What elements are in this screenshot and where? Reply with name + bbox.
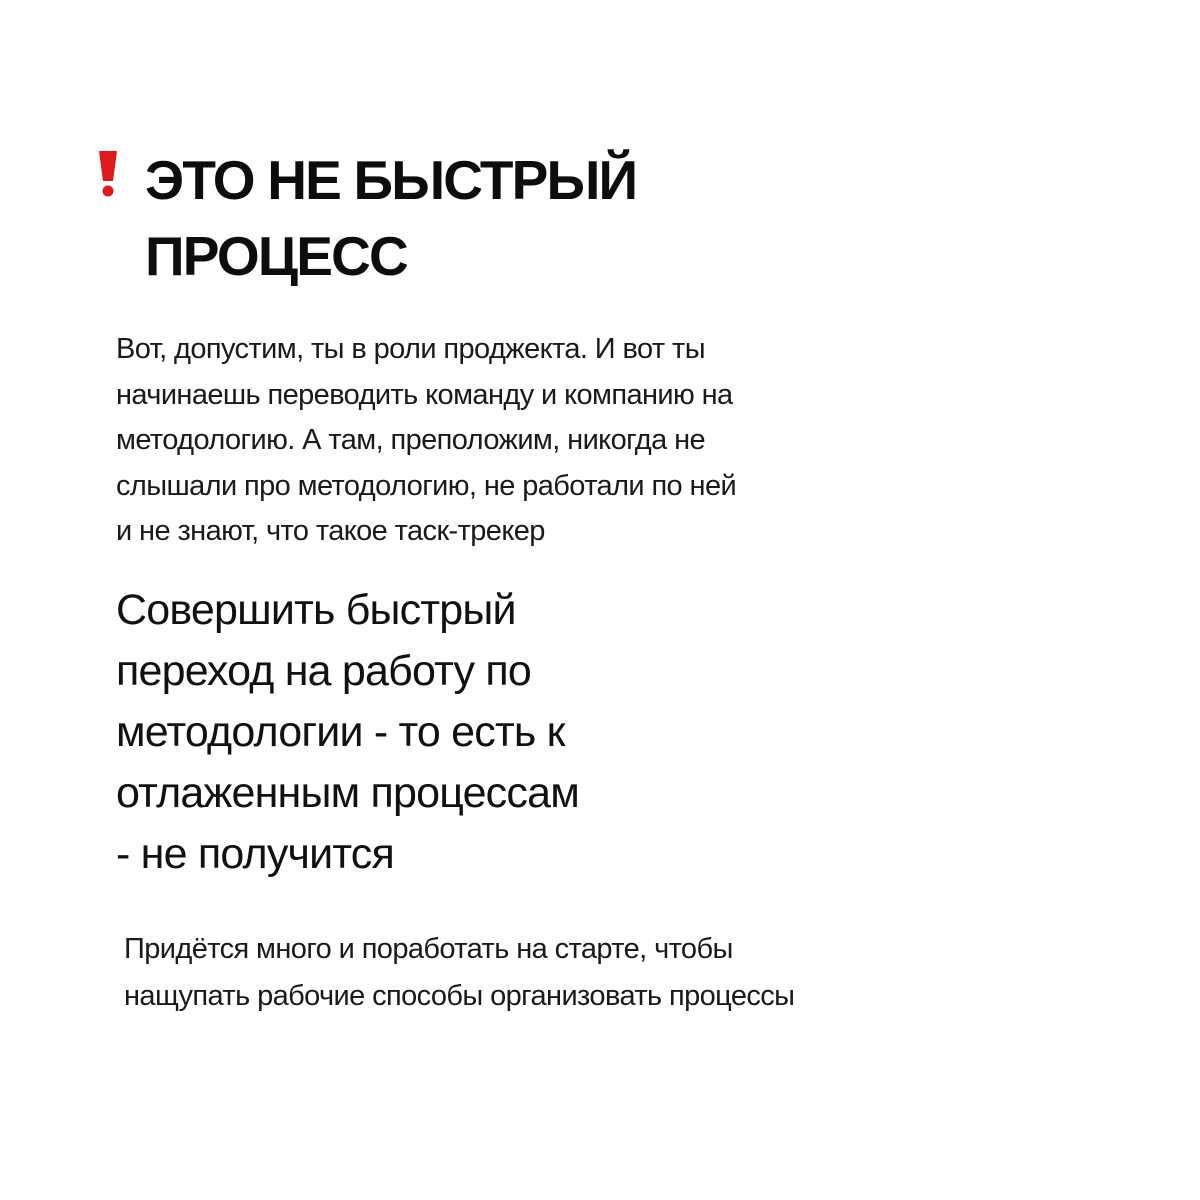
note-line: нащупать рабочие способы организовать процессы: [124, 980, 795, 1012]
statement-line: Совершить быстрый: [116, 586, 516, 634]
title-line: ПРОЦЕСС: [145, 225, 407, 287]
intro-line: методологию. А там, преположим, никогда не: [116, 424, 706, 456]
intro-line: слышали про методологию, не работали по ней: [116, 469, 737, 502]
intro-paragraph: [116, 327, 936, 555]
intro-line: и не знают, что такое таск-трекер: [116, 515, 545, 547]
intro-line: Вот, допустим, ты в роли проджекта. И вот ты: [116, 333, 705, 365]
note-line: Придётся много и поработать на старте, чтобы: [124, 933, 733, 965]
exclamation-icon: [96, 150, 120, 198]
statement-line: методологии - то есть к: [116, 708, 565, 756]
title-line: ЭТО НЕ БЫСТРЫЙ: [145, 149, 637, 211]
statement-line: переход на работу по: [116, 647, 531, 695]
statement-line: - не получится: [116, 830, 394, 878]
closing-note: [124, 926, 1024, 1020]
page-title: [145, 142, 845, 294]
key-statement: [116, 580, 836, 885]
statement-line: отлаженным процессам: [116, 769, 579, 817]
intro-line: начинаешь переводить команду и компанию на: [116, 378, 733, 411]
